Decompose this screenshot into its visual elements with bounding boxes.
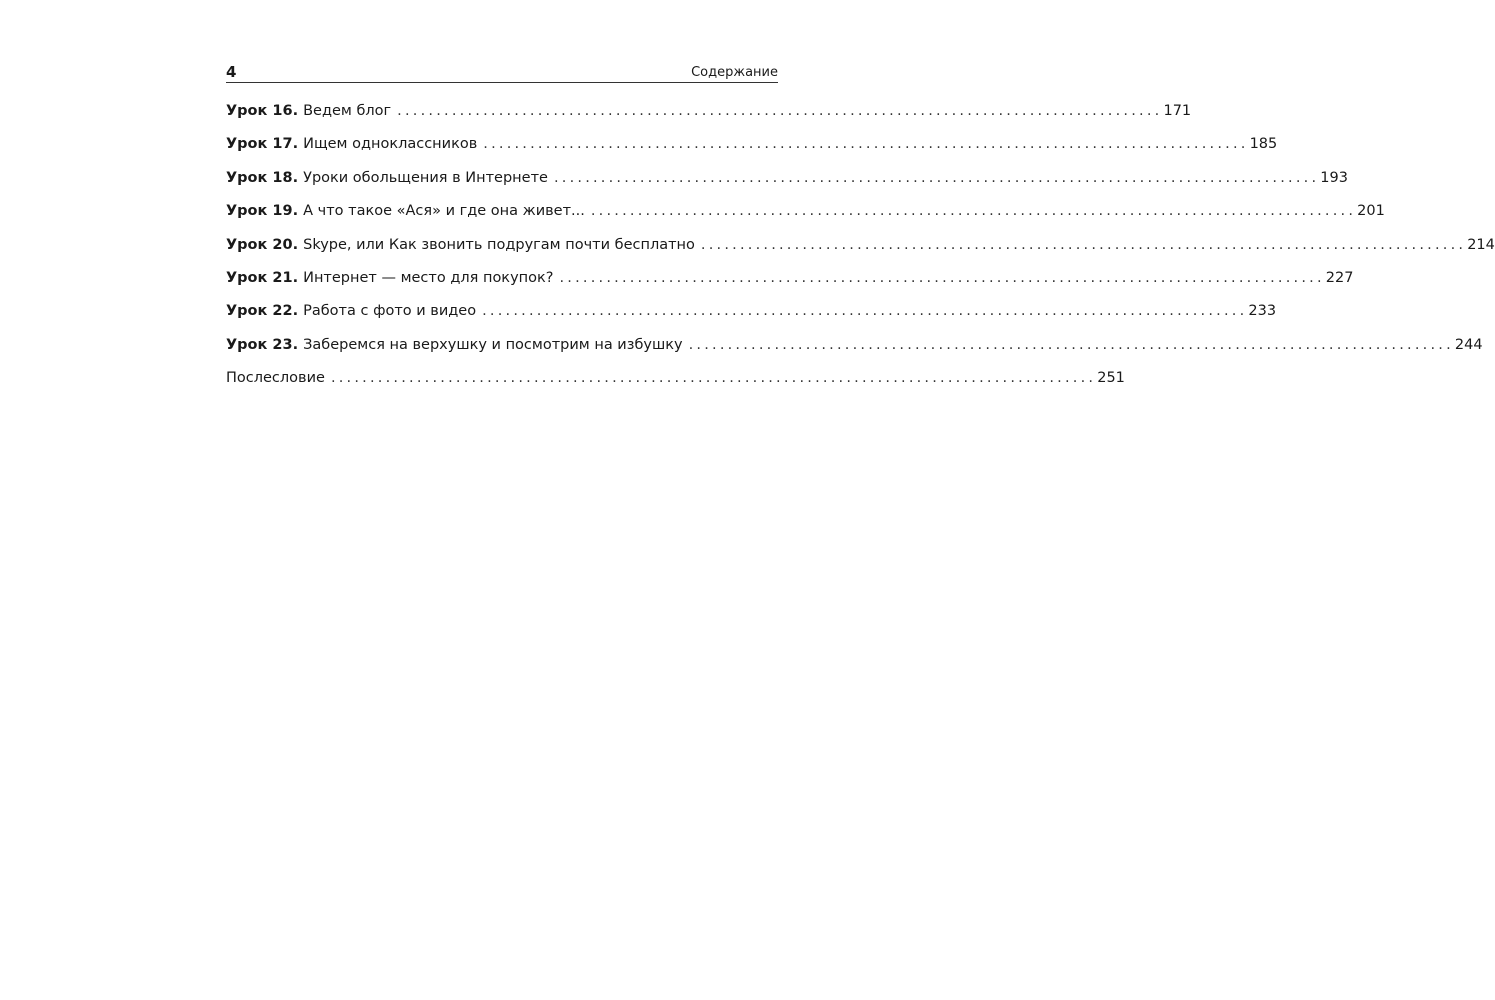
entry-title: Ведем блог bbox=[303, 103, 392, 119]
dot-leader: .................................................................................................. bbox=[559, 269, 1325, 286]
toc-entry-lesson-16[interactable] bbox=[226, 102, 1192, 135]
toc-entry-afterword[interactable] bbox=[226, 369, 1125, 402]
dot-leader: .................................................................................................. bbox=[590, 203, 1357, 220]
entry-title: А что такое «Ася» и где она живет... bbox=[303, 203, 585, 220]
toc-entry-lesson-23[interactable] bbox=[226, 336, 1483, 369]
lesson-label: Урок 18. bbox=[226, 169, 299, 186]
lesson-label: Урок 19. bbox=[226, 203, 299, 220]
toc-entry-lesson-21[interactable] bbox=[226, 269, 1354, 302]
entry-title: Послесловие bbox=[226, 370, 325, 387]
toc-entry-lesson-22[interactable] bbox=[226, 302, 1277, 335]
lesson-label: Урок 17. bbox=[226, 136, 299, 153]
running-head bbox=[226, 60, 778, 83]
entry-page-number: 193 bbox=[1320, 169, 1348, 186]
lesson-label: Урок 16. bbox=[226, 103, 299, 119]
entry-title: Уроки обольщения в Интернете bbox=[303, 169, 548, 186]
section-title: Содержание bbox=[691, 65, 778, 80]
entry-page-number: 244 bbox=[1454, 336, 1483, 353]
entry-title: Ищем одноклассников bbox=[303, 136, 478, 153]
dot-leader: .................................................................................................. bbox=[688, 336, 1454, 353]
entry-page-number: 185 bbox=[1249, 136, 1278, 153]
entry-page-number: 227 bbox=[1325, 269, 1354, 286]
entry-title: Skype, или Как звонить подругам почти бесплатно bbox=[303, 236, 695, 253]
lesson-label: Урок 23. bbox=[226, 336, 299, 353]
entry-page-number: 201 bbox=[1357, 203, 1385, 220]
book-page bbox=[226, 60, 1495, 403]
toc-entry-lesson-20[interactable] bbox=[226, 236, 1495, 269]
entry-page-number: 233 bbox=[1248, 303, 1277, 320]
entry-title: Интернет — место для покупок? bbox=[303, 269, 554, 286]
toc-entry-lesson-19[interactable] bbox=[226, 202, 1385, 235]
dot-leader: .................................................................................................. bbox=[553, 169, 1320, 186]
dot-leader: .................................................................................................. bbox=[482, 303, 1248, 320]
page-number: 4 bbox=[226, 63, 237, 81]
entry-title: Работа с фото и видео bbox=[303, 303, 477, 320]
entry-title: Заберемся на верхушку и посмотрим на избушку bbox=[303, 336, 683, 353]
table-of-contents bbox=[226, 102, 1495, 403]
entry-page-number: 251 bbox=[1097, 370, 1125, 387]
lesson-label: Урок 22. bbox=[226, 303, 299, 320]
dot-leader: .................................................................................................. bbox=[397, 103, 1163, 119]
toc-entry-lesson-17[interactable] bbox=[226, 135, 1278, 168]
entry-page-number: 171 bbox=[1163, 103, 1192, 119]
lesson-label: Урок 20. bbox=[226, 236, 299, 253]
entry-page-number: 214 bbox=[1467, 236, 1495, 253]
lesson-label: Урок 21. bbox=[226, 269, 299, 286]
toc-entry-lesson-18[interactable] bbox=[226, 169, 1348, 202]
dot-leader: .................................................................................................. bbox=[483, 136, 1249, 153]
dot-leader: .................................................................................................. bbox=[700, 236, 1467, 253]
dot-leader: .................................................................................................. bbox=[330, 370, 1097, 387]
